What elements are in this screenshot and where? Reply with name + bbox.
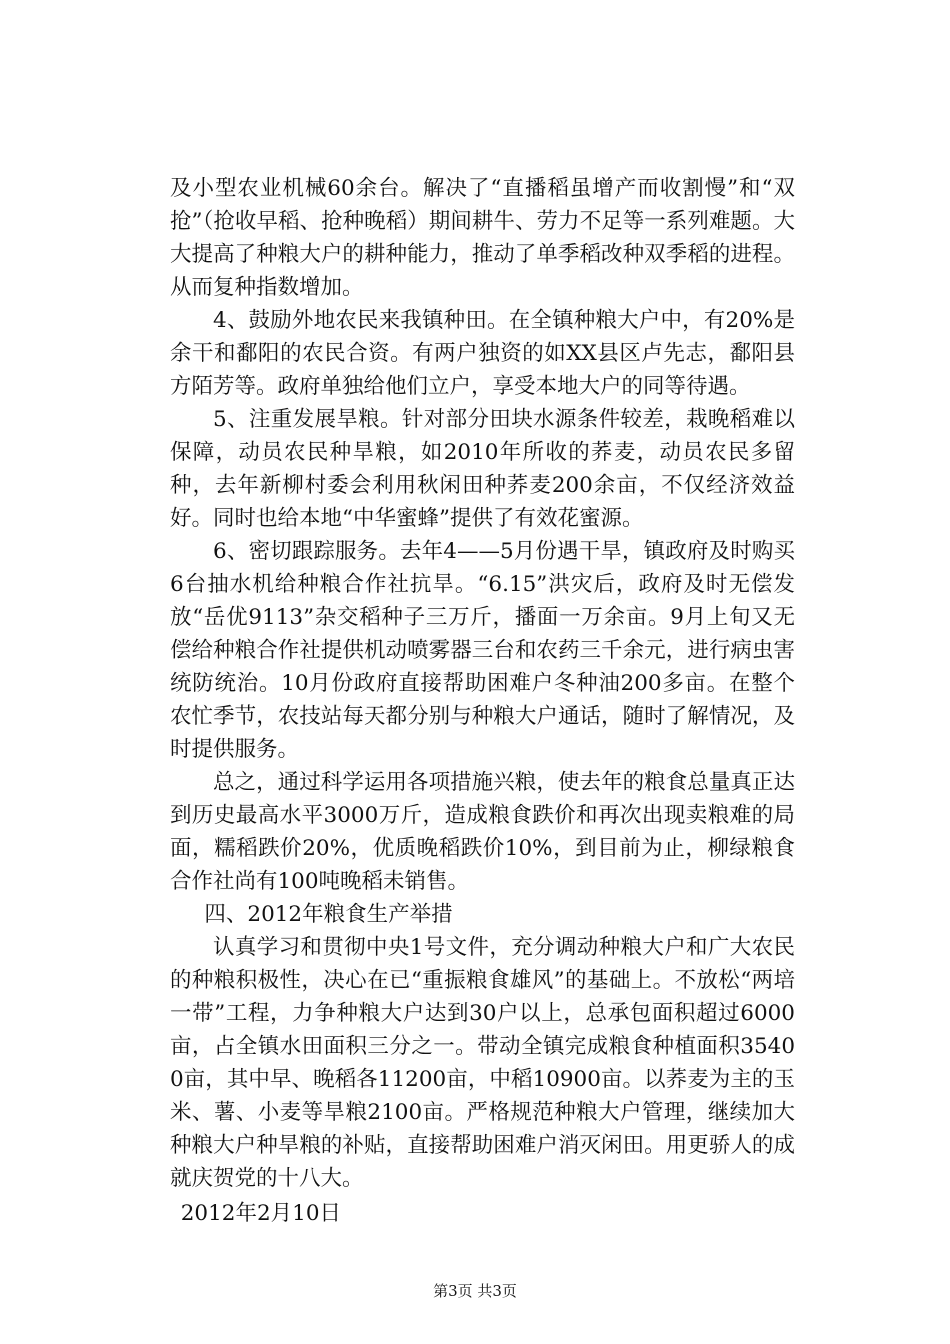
document-date: 2012年2月10日	[180, 1201, 342, 1226]
document-body	[170, 172, 795, 1230]
paragraph-summary: 总之，通过科学运用各项措施兴粮，使去年的粮食总量真正达到历史最高水平3000万斤，造成粮食跌价和再次出现卖粮难的局面，糯稻跌价20%，优质晚稻跌价10%，到目前为止，柳绿粮食合作社尚有100吨晚稻未销售。	[170, 770, 795, 894]
page-footer: 第3页 共3页	[433, 1282, 517, 1300]
paragraph-2012-measures: 认真学习和贯彻中央1号文件，充分调动种粮大户和广大农民的种粮积极性，决心在已“重振粮食雄风”的基础上。不放松“两培一带”工程，力争种粮大户达到30户以上，总承包面积超过6000亩，占全镇水田面积三分之一。带动全镇完成粮食种植面积35400亩，其中早、晚稻各11200亩，中稻10900亩。以荞麦为主的玉米、薯、小麦等旱粮2100亩。严格规范种粮大户管理，继续加大种粮大户种旱粮的补贴，直接帮助困难户消灭闲田。用更骄人的成就庆贺党的十八大。	[170, 935, 795, 1191]
paragraph-machinery: 及小型农业机械60余台。解决了“直播稻虽增产而收割慢”和“双抢”（抢收早稻、抢种晚稻）期间耕牛、劳力不足等一系列难题。大大提高了种粮大户的耕种能力，推动了单季稻改种双季稻的进程。从而复种指数增加。	[170, 176, 795, 300]
paragraph-item-5: 5、注重发展旱粮。针对部分田块水源条件较差，栽晚稻难以保障，动员农民种旱粮，如2010年所收的荞麦，动员农民多留种，去年新柳村委会利用秋闲田种荞麦200余亩，不仅经济效益好。同时也给本地“中华蜜蜂”提供了有效花蜜源。	[170, 407, 795, 531]
paragraph-item-6: 6、密切跟踪服务。去年4——5月份遇干旱，镇政府及时购买6台抽水机给种粮合作社抗旱。“6.15”洪灾后，政府及时无偿发放“岳优9113”杂交稻种子三万斤，播面一万余亩。9月上旬又无偿给种粮合作社提供机动喷雾器三台和农药三千余元，进行病虫害统防统治。10月份政府直接帮助困难户冬种油200多亩。在整个农忙季节，农技站每天都分别与种粮大户通话，随时了解情况，及时提供服务。	[170, 539, 795, 762]
paragraph-item-4: 4、鼓励外地农民来我镇种田。在全镇种粮大户中，有20%是余干和鄱阳的农民合资。有两户独资的如XX县区卢先志，鄱阳县方陌芳等。政府单独给他们立户，享受本地大户的同等待遇。	[170, 308, 795, 399]
section-heading-4: 四、2012年粮食生产举措	[204, 902, 453, 927]
